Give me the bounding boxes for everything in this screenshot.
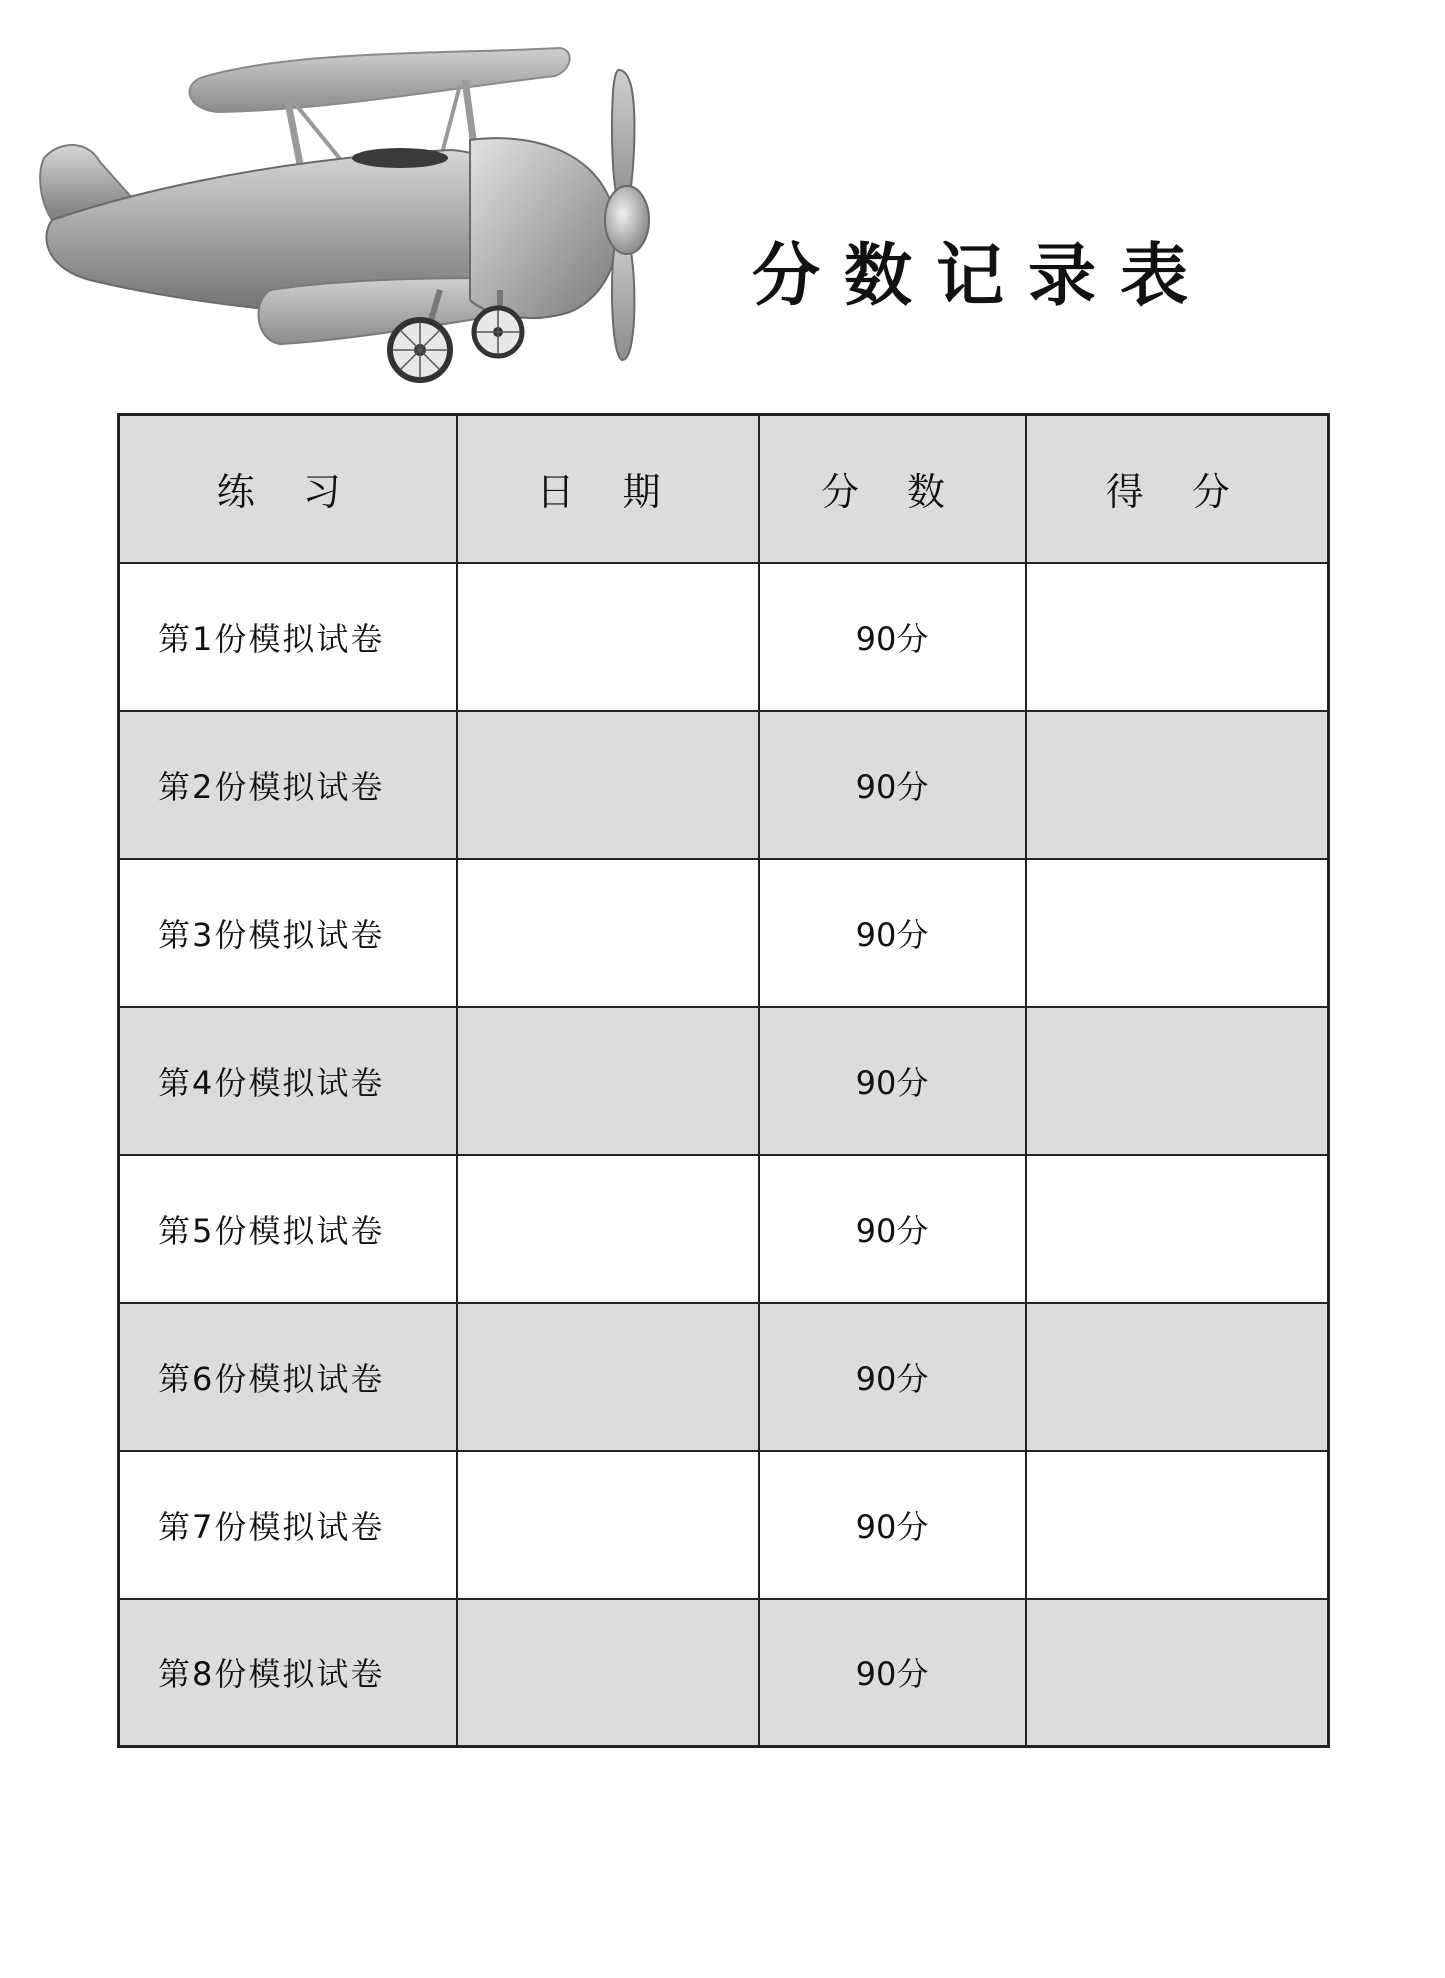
header-full-score: 分 数 [759,415,1026,563]
score-cell[interactable] [1026,563,1329,711]
practice-cell: 第8份模拟试卷 [119,1599,457,1747]
full-score-cell: 90分 [759,563,1026,711]
date-cell[interactable] [457,1007,759,1155]
practice-cell: 第2份模拟试卷 [119,711,457,859]
practice-cell: 第1份模拟试卷 [119,563,457,711]
date-cell[interactable] [457,1599,759,1747]
table-row [119,1451,1329,1599]
score-cell[interactable] [1026,1451,1329,1599]
table-row [119,1007,1329,1155]
score-cell[interactable] [1026,1155,1329,1303]
table-row [119,711,1329,859]
date-cell[interactable] [457,859,759,1007]
page-title: 分数记录表 [752,237,1213,316]
date-cell[interactable] [457,711,759,859]
full-score-cell: 90分 [759,711,1026,859]
score-record-table [117,413,1330,1748]
date-cell[interactable] [457,1451,759,1599]
score-cell[interactable] [1026,1599,1329,1747]
practice-cell: 第6份模拟试卷 [119,1303,457,1451]
header-practice: 练 习 [119,415,457,563]
full-score-cell: 90分 [759,1155,1026,1303]
table-row [119,1303,1329,1451]
full-score-cell: 90分 [759,1007,1026,1155]
header-date: 日 期 [457,415,759,563]
date-cell[interactable] [457,1303,759,1451]
full-score-cell: 90分 [759,1303,1026,1451]
table-row [119,859,1329,1007]
score-cell[interactable] [1026,859,1329,1007]
score-cell[interactable] [1026,1007,1329,1155]
table-row [119,1599,1329,1747]
practice-cell: 第5份模拟试卷 [119,1155,457,1303]
practice-cell: 第7份模拟试卷 [119,1451,457,1599]
biplane-illustration-icon [30,40,670,390]
full-score-cell: 90分 [759,859,1026,1007]
practice-cell: 第3份模拟试卷 [119,859,457,1007]
table-row [119,563,1329,711]
score-cell[interactable] [1026,711,1329,859]
date-cell[interactable] [457,563,759,711]
header-score: 得 分 [1026,415,1329,563]
full-score-cell: 90分 [759,1599,1026,1747]
date-cell[interactable] [457,1155,759,1303]
score-cell[interactable] [1026,1303,1329,1451]
full-score-cell: 90分 [759,1451,1026,1599]
practice-cell: 第4份模拟试卷 [119,1007,457,1155]
table-row [119,1155,1329,1303]
table-header-row [119,415,1329,563]
